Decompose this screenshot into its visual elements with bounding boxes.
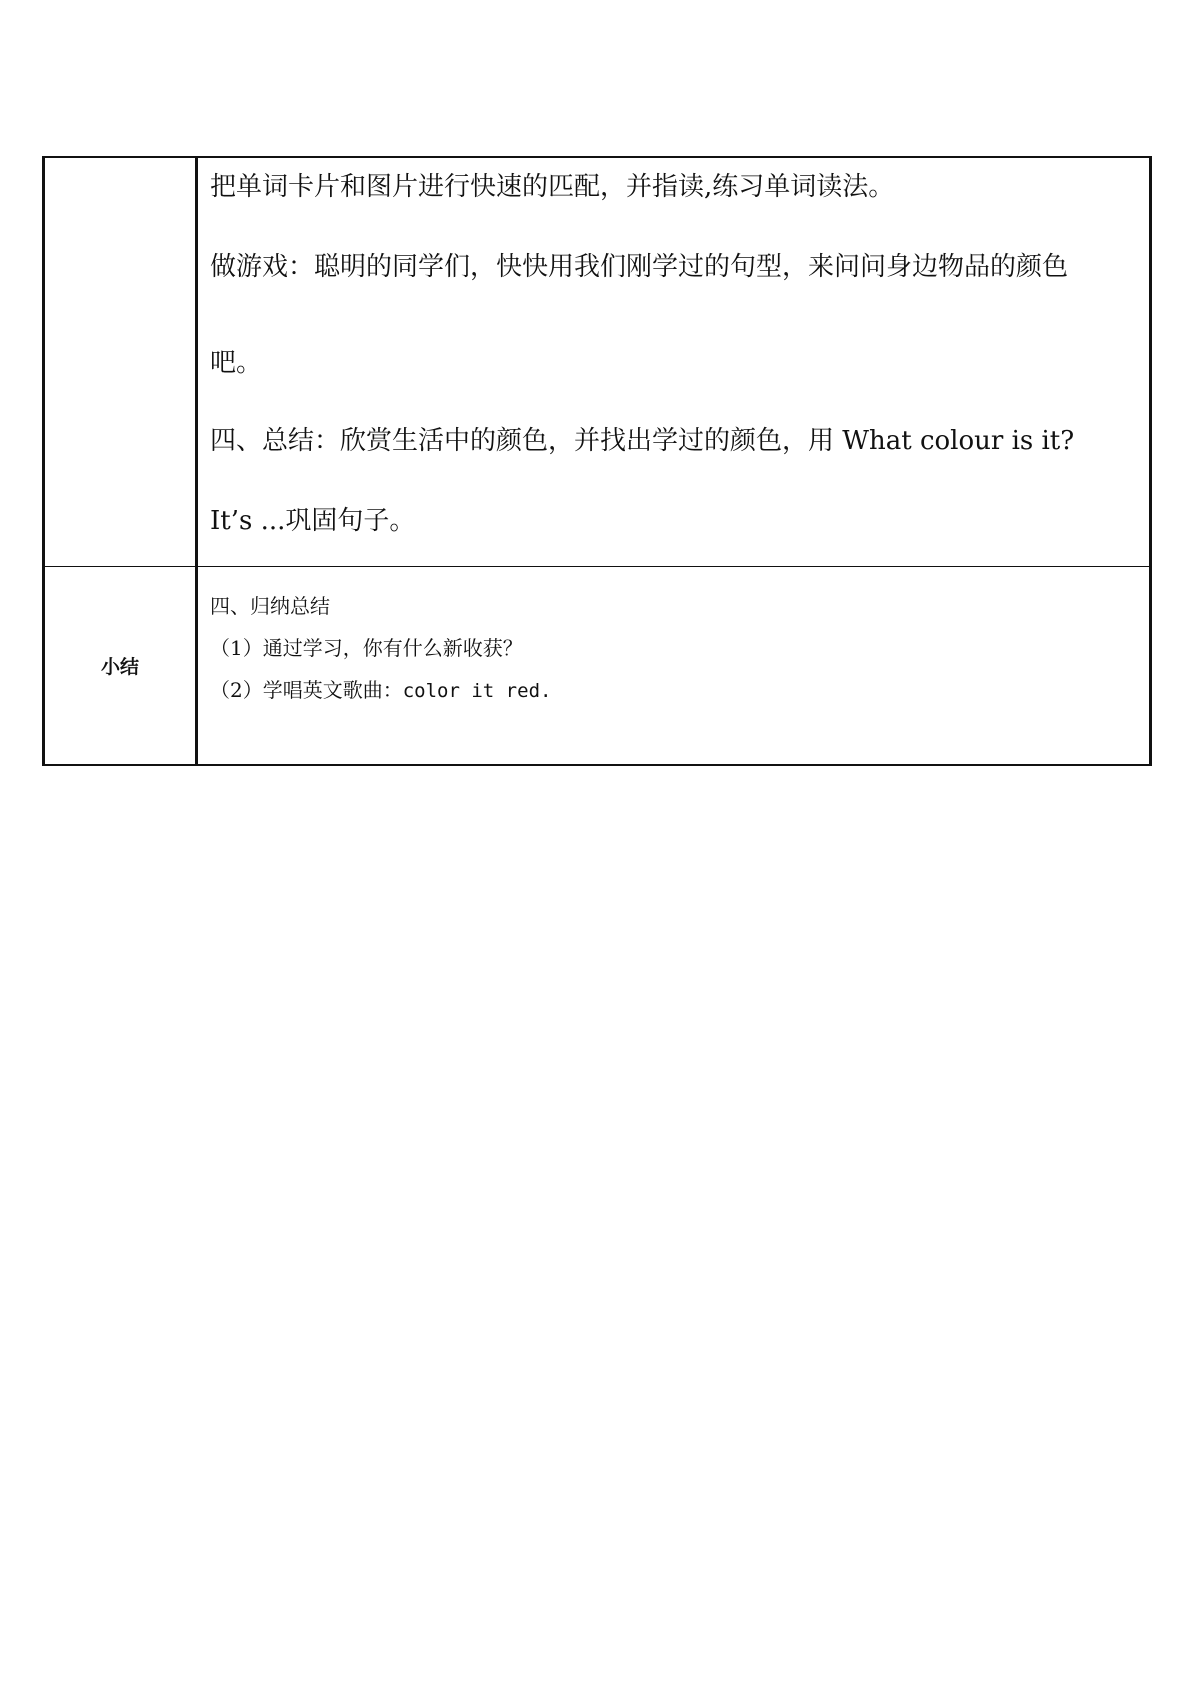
activity-row [44,157,1151,567]
summary-label: 小结 [100,656,139,678]
summary-content [198,567,1149,711]
paragraph-word-card-matching: 把单词卡片和图片进行快速的匹配，并指读,练习单词读法。 [210,172,895,202]
summary-row [44,567,1151,766]
activity-row-content-cell [197,157,1151,567]
activity-row-label-cell [44,157,197,567]
lesson-plan-table [42,156,1152,766]
paragraph-sentence-practice: It’s ...巩固句子。 [210,506,416,536]
paragraph-summary-appreciation: 四、总结：欣赏生活中的颜色，并找出学过的颜色，用 What colour is it? [210,426,1075,456]
summary-item-2 [210,669,1139,711]
summary-heading: 四、归纳总结 [210,594,330,618]
summary-content-cell [197,567,1151,766]
paragraph-game-instruction-end: 吧。 [210,348,263,378]
activity-content [198,158,1149,546]
song-title: color it red. [402,680,552,702]
summary-label-cell [44,567,197,766]
summary-item-2-prefix: （2）学唱英文歌曲： [210,678,403,702]
paragraph-game-instruction: 做游戏：聪明的同学们，快快用我们刚学过的句型，来问问身边物品的颜色 [210,252,1069,282]
summary-item-1: （1）通过学习，你有什么新收获？ [210,636,523,660]
